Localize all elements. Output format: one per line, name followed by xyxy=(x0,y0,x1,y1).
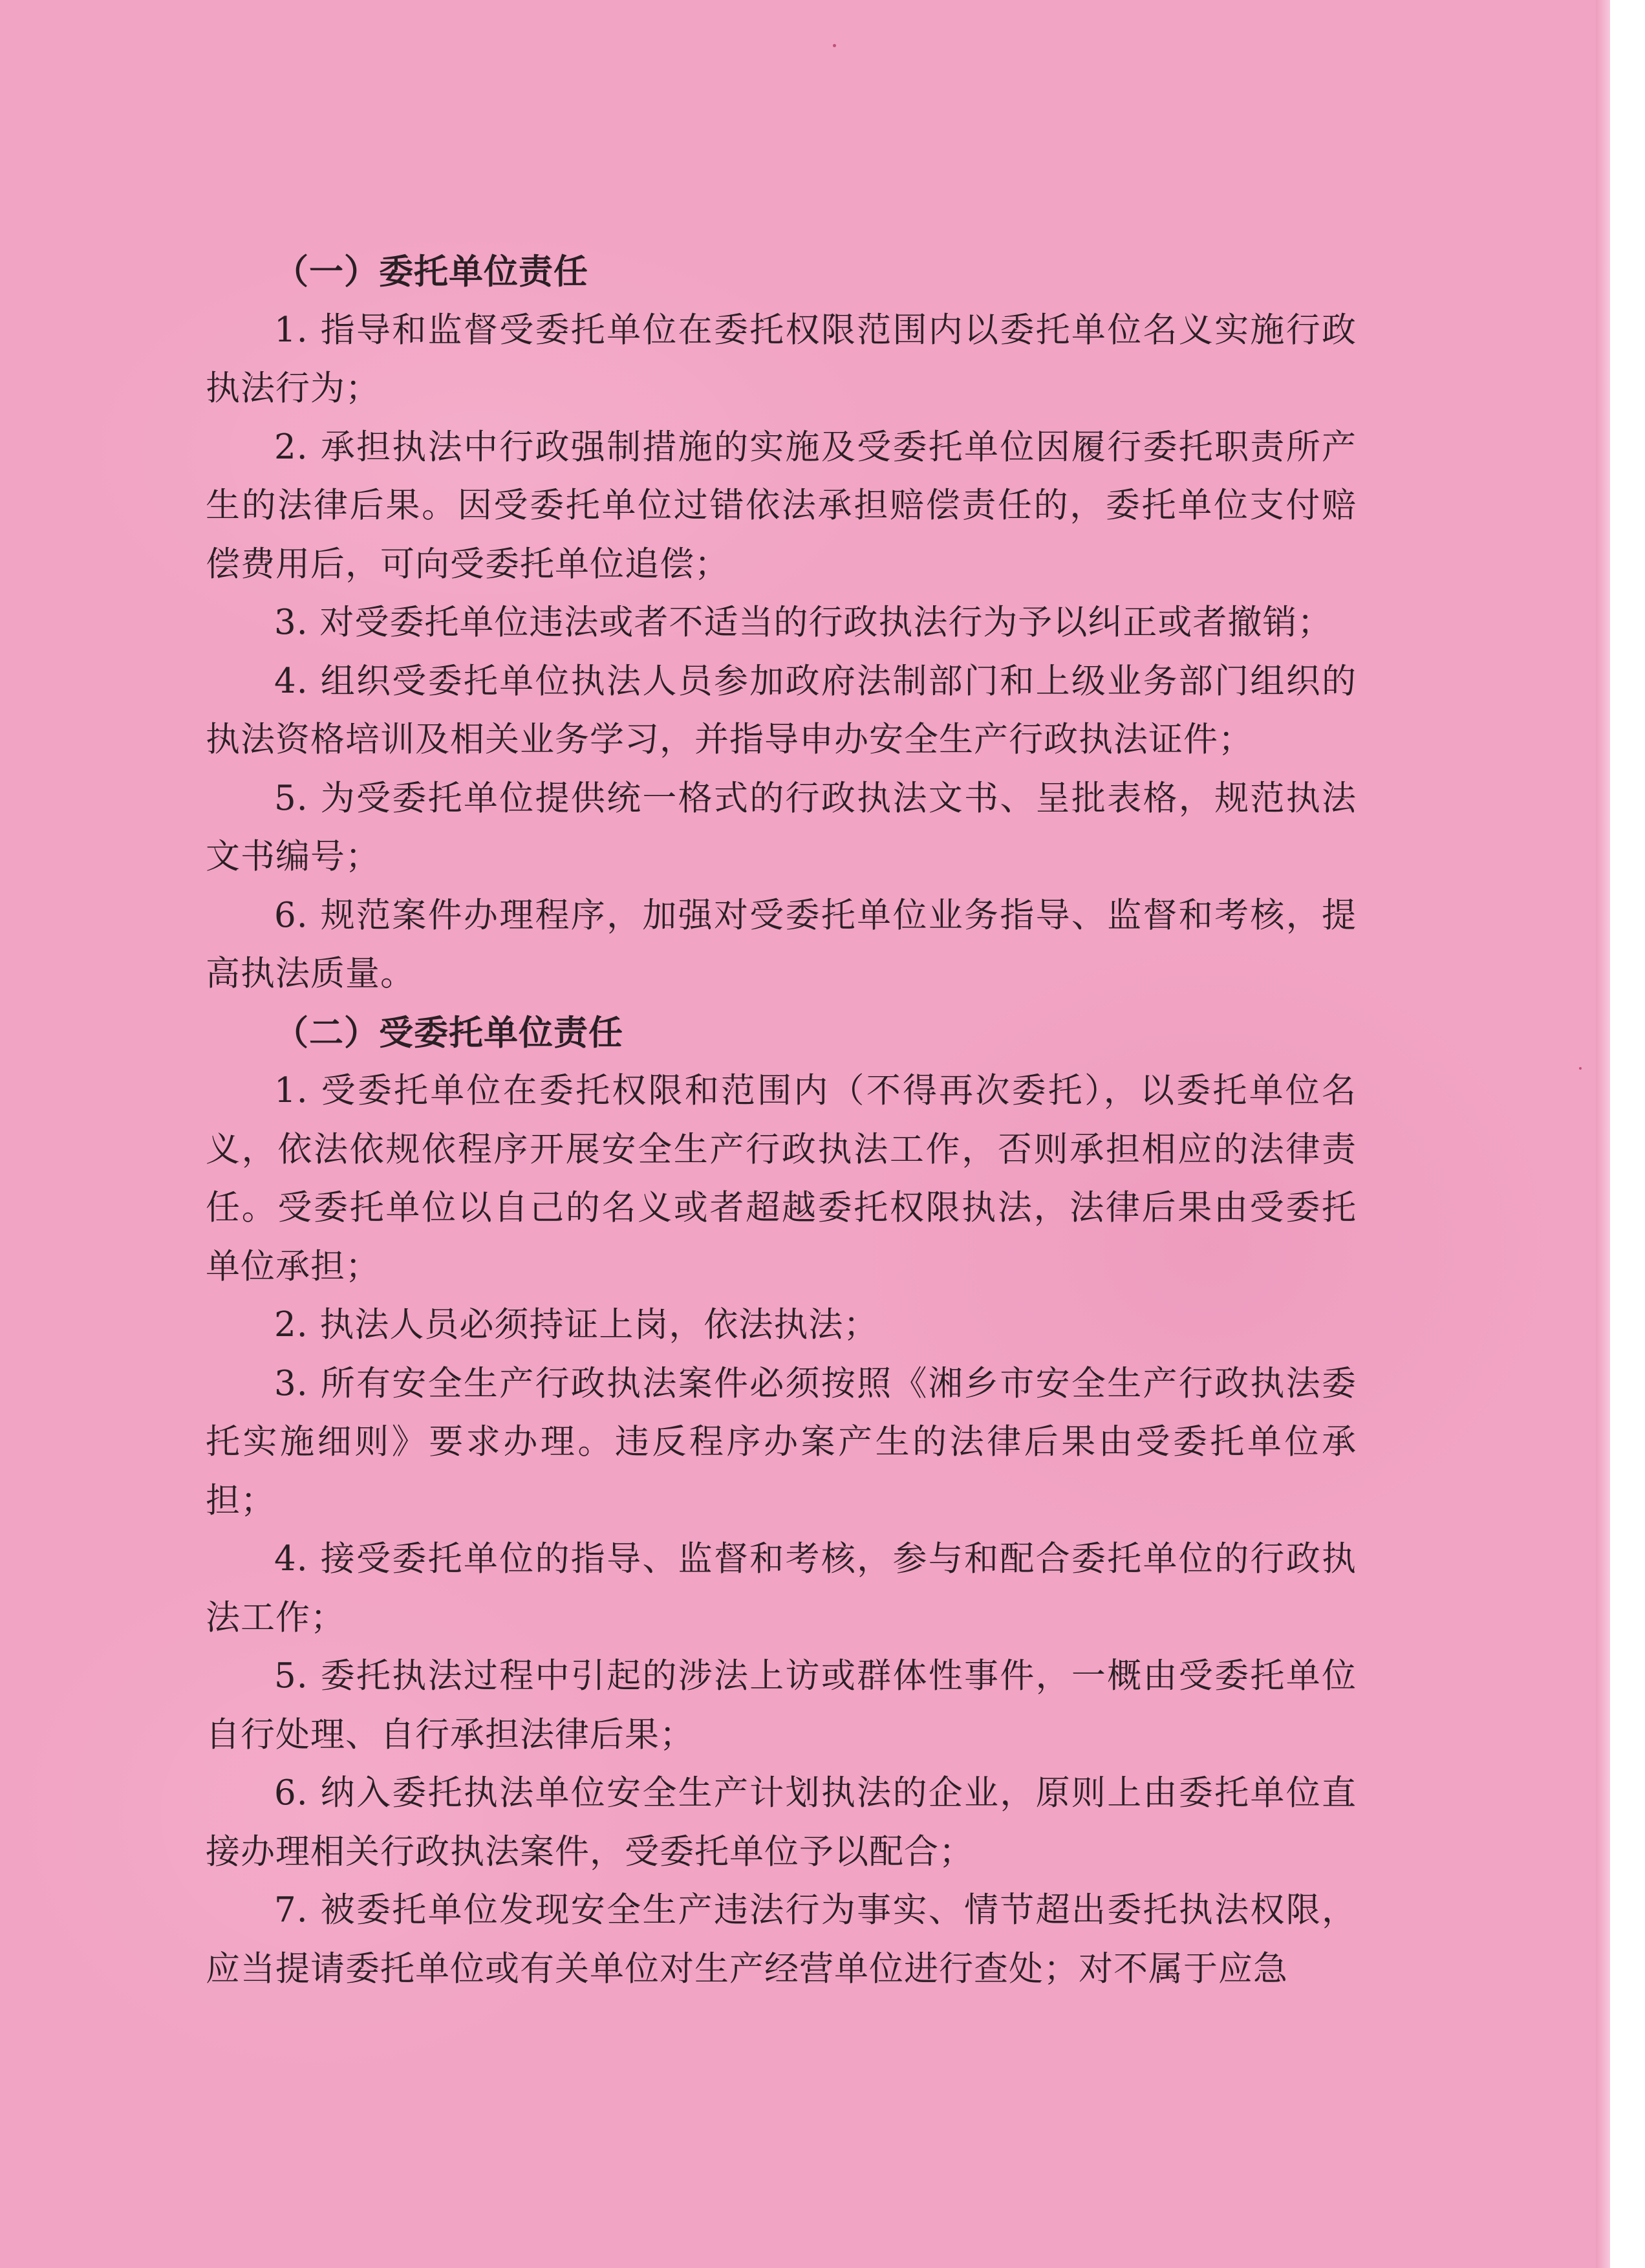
section-entrusting-unit xyxy=(206,243,1357,1004)
paragraph: 3. 对受委托单位违法或者不适当的行政执法行为予以纠正或者撤销； xyxy=(274,603,1333,642)
paragraph: 5. 委托执法过程中引起的涉法上访或群体性事件，一概由受委托单位自行处理、自行承担法律后果； xyxy=(206,1656,1357,1755)
paragraph: 1. 受委托单位在委托权限和范围内（不得再次委托），以委托单位名义，依法依规依程序开展安全生产行政执法工作，否则承担相应的法律责任。受委托单位以自己的名义或者超越委托权限执法，法律后果由受委托单位承担； xyxy=(206,1071,1357,1286)
section-heading: （一）委托单位责任 xyxy=(274,252,588,292)
paragraph: 3. 所有安全生产行政执法案件必须按照《湘乡市安全生产行政执法委托实施细则》要求办理。违反程序办案产生的法律后果由受委托单位承担； xyxy=(206,1363,1357,1520)
paragraph: 6. 纳入委托执法单位安全生产计划执法的企业，原则上由委托单位直接办理相关行政执法案件，受委托单位予以配合； xyxy=(206,1773,1357,1872)
paragraph: 7. 被委托单位发现安全生产违法行为事实、情节超出委托执法权限，应当提请委托单位或有关单位对生产经营单位进行查处；对不属于应急 xyxy=(206,1890,1357,1989)
paragraph: 2. 执法人员必须持证上岗，依法执法； xyxy=(274,1305,879,1345)
scan-margin xyxy=(1610,0,1645,2268)
paper-edge-shadow xyxy=(1596,0,1610,2268)
scan-speck xyxy=(1579,1067,1582,1070)
section-heading: （二）受委托单位责任 xyxy=(274,1012,623,1053)
document-body xyxy=(206,243,1357,1998)
section-entrusted-unit xyxy=(206,1004,1357,1999)
paragraph: 4. 接受委托单位的指导、监督和考核，参与和配合委托单位的行政执法工作； xyxy=(206,1539,1357,1637)
paragraph: 4. 组织受委托单位执法人员参加政府法制部门和上级业务部门组织的执法资格培训及相关业务学习，并指导申办安全生产行政执法证件； xyxy=(206,661,1357,759)
paragraph: 6. 规范案件办理程序，加强对受委托单位业务指导、监督和考核，提高执法质量。 xyxy=(206,895,1357,993)
scan-speck xyxy=(833,44,836,47)
paragraph: 1. 指导和监督受委托单位在委托权限范围内以委托单位名义实施行政执法行为； xyxy=(206,310,1357,408)
paragraph: 5. 为受委托单位提供统一格式的行政执法文书、呈批表格，规范执法文书编号； xyxy=(206,778,1357,876)
paragraph: 2. 承担执法中行政强制措施的实施及受委托单位因履行委托职责所产生的法律后果。因受委托单位过错依法承担赔偿责任的，委托单位支付赔偿费用后，可向受委托单位追偿； xyxy=(206,427,1357,584)
